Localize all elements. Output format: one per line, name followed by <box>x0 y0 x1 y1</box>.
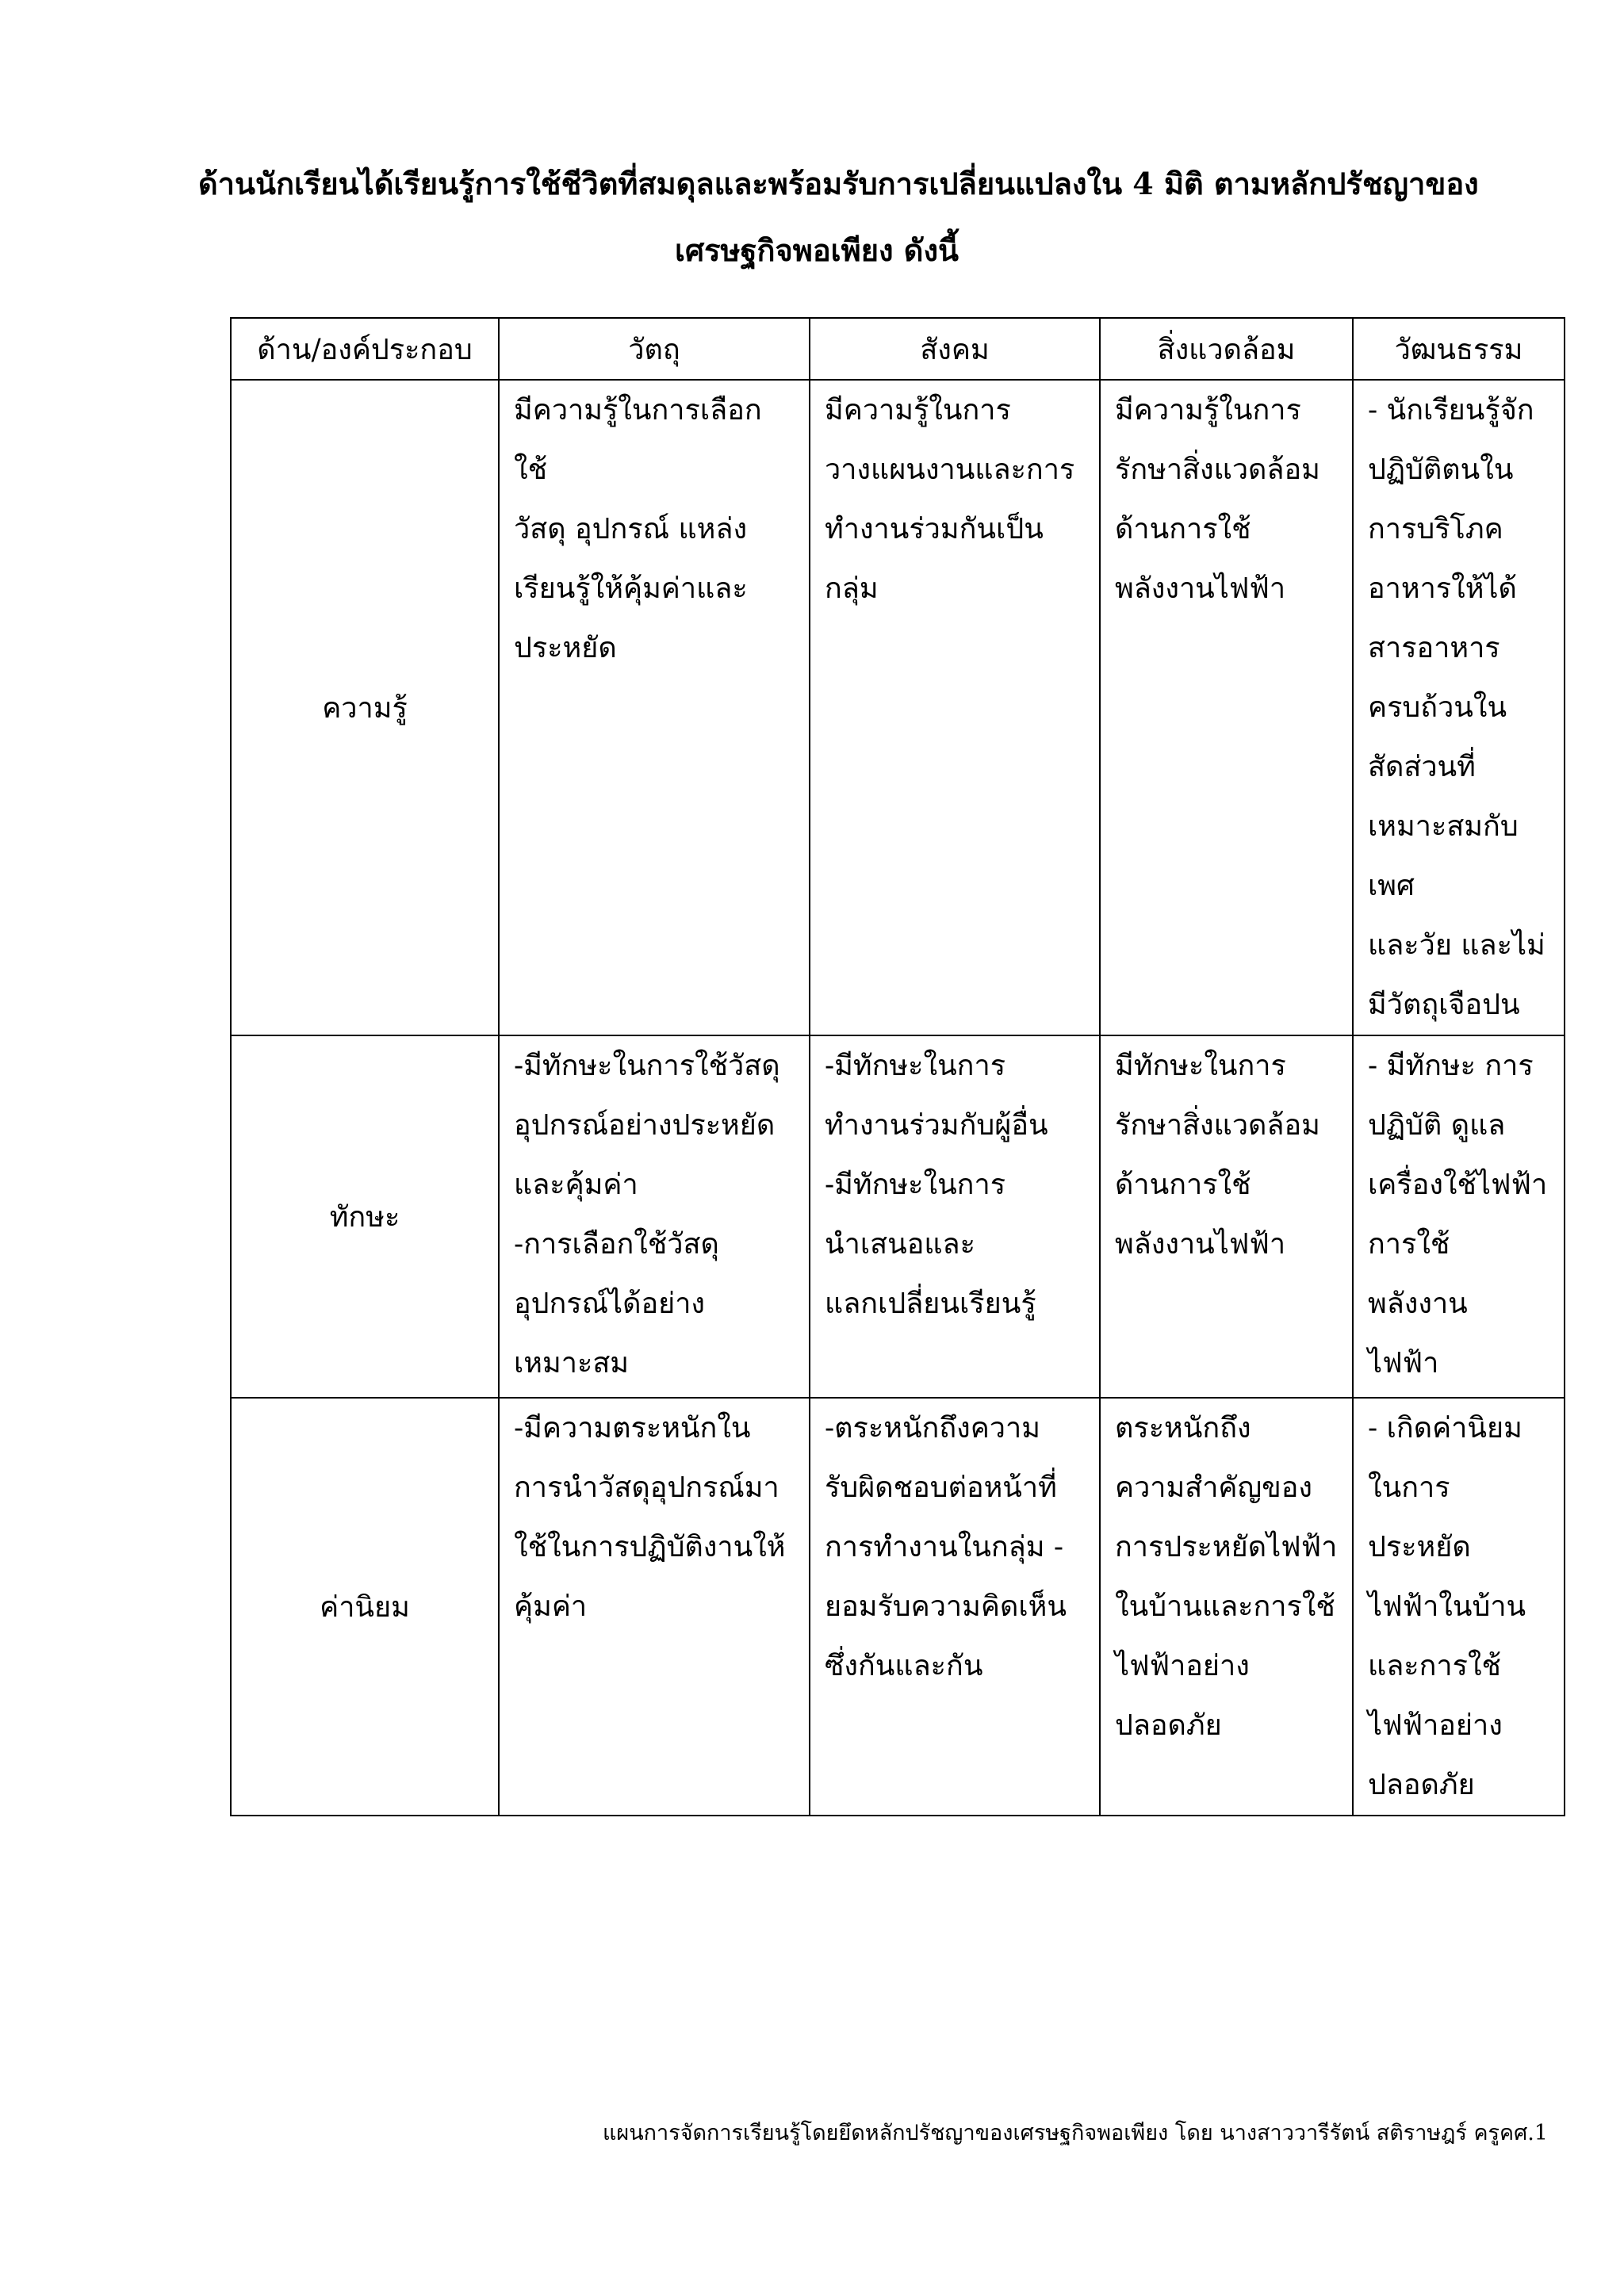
table-cell <box>1353 1398 1565 1816</box>
table-cell <box>1100 1035 1353 1398</box>
table-cell <box>810 1035 1100 1398</box>
table-cell <box>810 380 1100 1035</box>
title-line-2: เศรษฐกิจพอเพียง ดังนี้ <box>675 232 959 268</box>
table-cell <box>810 1398 1100 1816</box>
table-cell <box>1100 380 1353 1035</box>
cell-text: มีความรู้ในการ รักษาสิ่งแวดล้อม ด้านการใช้ พลังงานไฟฟ้า <box>1115 394 1320 605</box>
cell-text: - เกิดค่านิยม ในการประหยัด ไฟฟ้าในบ้าน และการใช้ ไฟฟ้าอย่าง ปลอดภัย <box>1368 1412 1526 1801</box>
table-header-row <box>231 318 1565 380</box>
header-material: วัตถุ <box>499 318 810 380</box>
row-label-skills: ทักษะ <box>231 1035 499 1398</box>
table-cell <box>499 1398 810 1816</box>
header-environment: สิ่งแวดล้อม <box>1100 318 1353 380</box>
cell-text: มีทักษะในการ รักษาสิ่งแวดล้อม ด้านการใช้ พลังงานไฟฟ้า <box>1115 1050 1320 1261</box>
table-row <box>231 1398 1565 1816</box>
table-row <box>231 1035 1565 1398</box>
cell-text: - มีทักษะ การ ปฏิบัติ ดูแล เครื่องใช้ไฟฟ้า การใช้พลังงาน ไฟฟ้า <box>1368 1050 1548 1380</box>
table-cell <box>1100 1398 1353 1816</box>
row-label-knowledge: ความรู้ <box>231 380 499 1035</box>
title-line-1: ด้านนักเรียนได้เรียนรู้การใช้ชีวิตที่สมดุลและพร้อมรับการเปลี่ยนแปลงใน 4 มิติ ตามหลักปรัชญาของ <box>198 166 1479 201</box>
page-footer: แผนการจัดการเรียนรู้โดยยึดหลักปรัชญาของเศรษฐกิจพอเพียง โดย นางสาววารีรัตน์ สติราษฎร์ ครูคศ.1 <box>603 2121 1548 2145</box>
header-dimension: ด้าน/องค์ประกอบ <box>231 318 499 380</box>
table-cell <box>499 1035 810 1398</box>
cell-text: ตระหนักถึง ความสำคัญของ การประหยัดไฟฟ้า ในบ้านและการใช้ ไฟฟ้าอย่าง ปลอดภัย <box>1115 1412 1338 1742</box>
table-cell <box>1353 1035 1565 1398</box>
table-row <box>231 380 1565 1035</box>
cell-text: -มีความตระหนักใน การนำวัสดุอุปกรณ์มา ใช้ในการปฏิบัติงานให้ คุ้มค่า <box>514 1412 786 1623</box>
row-label-values: ค่านิยม <box>231 1398 499 1816</box>
header-society: สังคม <box>810 318 1100 380</box>
document-title <box>198 151 1479 284</box>
table-cell <box>1353 380 1565 1035</box>
cell-text: -มีทักษะในการใช้วัสดุ อุปกรณ์อย่างประหยัด และคุ้มค่า -การเลือกใช้วัสดุ อุปกรณ์ได้อย่าง เหมาะสม <box>514 1050 780 1380</box>
cell-text: มีความรู้ในการ วางแผนงานและการ ทำงานร่วมกันเป็น กลุ่ม <box>825 394 1075 605</box>
cell-text: -ตระหนักถึงความ รับผิดชอบต่อหน้าที่ การทำงานในกลุ่ม - ยอมรับความคิดเห็น ซึ่งกันและกัน <box>825 1412 1067 1682</box>
table-cell <box>499 380 810 1035</box>
header-culture: วัฒนธรรม <box>1353 318 1565 380</box>
learning-outcomes-table <box>230 317 1565 1816</box>
cell-text: -มีทักษะในการ ทำงานร่วมกับผู้อื่น -มีทักษะในการ นำเสนอและ แลกเปลี่ยนเรียนรู้ <box>825 1050 1048 1320</box>
cell-text: มีความรู้ในการเลือกใช้ วัสดุ อุปกรณ์ แหล่ง เรียนรู้ให้คุ้มค่าและ ประหยัด <box>514 394 762 664</box>
cell-text: - นักเรียนรู้จัก ปฏิบัติตนใน การบริโภค อาหารให้ได้ สารอาหาร ครบถ้วนใน สัดส่วนที่ เหมาะสมกับเพศ และวัย และไม่ มีวัตถุเจือปน <box>1368 394 1545 1021</box>
